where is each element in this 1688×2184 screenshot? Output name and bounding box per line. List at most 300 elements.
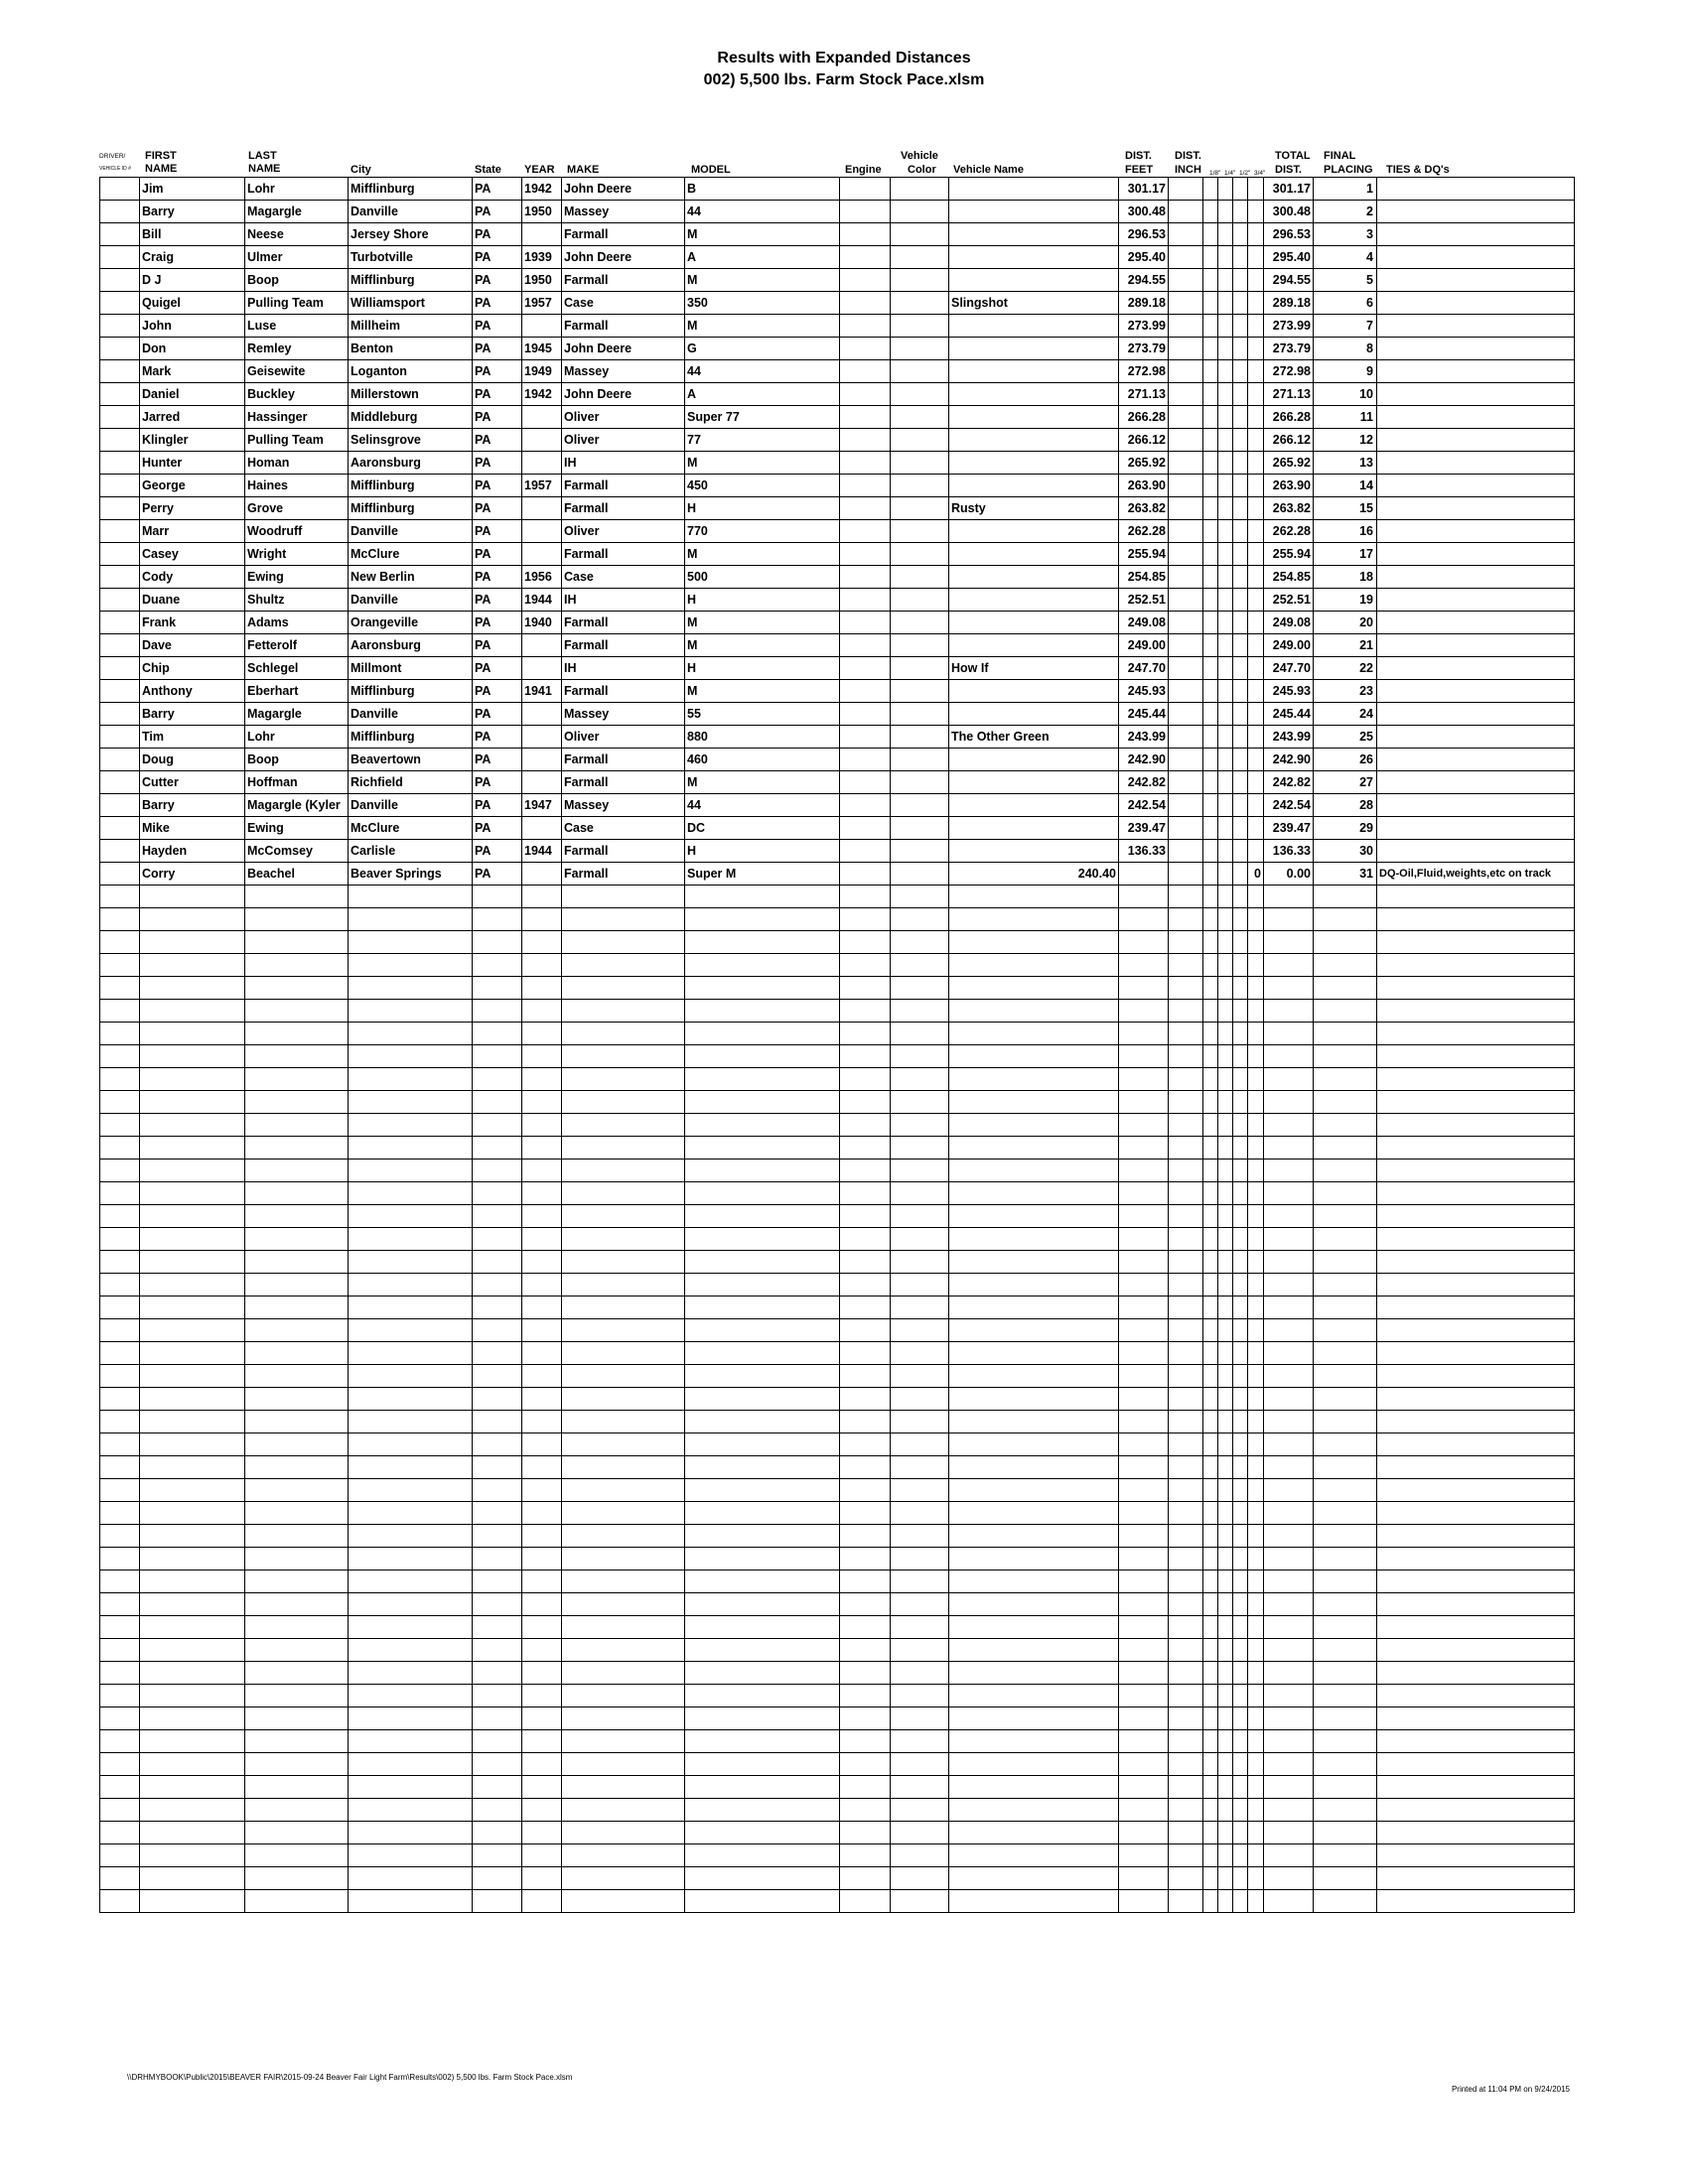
ties-dq-cell xyxy=(1377,612,1575,634)
first-name-cell: Frank xyxy=(140,612,245,634)
dist-inch-cell xyxy=(1169,1205,1203,1228)
driver-id-cell xyxy=(100,1456,140,1479)
ties-dq-cell xyxy=(1377,1114,1575,1137)
first-name-cell xyxy=(140,1639,245,1662)
state-cell xyxy=(473,1776,522,1799)
fraction-4-cell xyxy=(1248,1319,1264,1342)
table-row xyxy=(100,634,1575,657)
fraction-1-cell xyxy=(1203,1068,1218,1091)
dist-feet-cell: 271.13 xyxy=(1119,383,1169,406)
make-cell xyxy=(562,886,685,908)
final-placing-cell: 27 xyxy=(1314,771,1377,794)
vehicle-name-cell xyxy=(949,1548,1119,1570)
vehicle-name-cell xyxy=(949,452,1119,475)
ties-dq-cell xyxy=(1377,1890,1575,1913)
city-cell xyxy=(349,1502,473,1525)
ties-dq-cell xyxy=(1377,1616,1575,1639)
fraction-3-cell xyxy=(1233,1570,1248,1593)
final-placing-cell: 18 xyxy=(1314,566,1377,589)
final-placing-cell: 2 xyxy=(1314,201,1377,223)
ties-dq-cell xyxy=(1377,520,1575,543)
first-name-cell: Jarred xyxy=(140,406,245,429)
make-cell: Oliver xyxy=(562,406,685,429)
ties-dq-cell xyxy=(1377,1411,1575,1433)
ties-dq-cell xyxy=(1377,1160,1575,1182)
ties-dq-cell xyxy=(1377,497,1575,520)
fraction-1-cell xyxy=(1203,223,1218,246)
fraction-2-cell xyxy=(1218,1502,1233,1525)
fraction-4-cell xyxy=(1248,1890,1264,1913)
ties-dq-cell xyxy=(1377,223,1575,246)
report-subtitle: 002) 5,500 lbs. Farm Stock Pace.xlsm xyxy=(703,71,985,88)
dist-inch-cell xyxy=(1169,726,1203,749)
total-dist-cell xyxy=(1264,1205,1314,1228)
city-cell: Danville xyxy=(349,520,473,543)
driver-id-cell xyxy=(100,1205,140,1228)
engine-cell xyxy=(840,840,891,863)
ties-dq-cell xyxy=(1377,1045,1575,1068)
fraction-4-cell xyxy=(1248,223,1264,246)
first-name-cell xyxy=(140,954,245,977)
make-cell xyxy=(562,1570,685,1593)
fraction-4-cell xyxy=(1248,1160,1264,1182)
table-row xyxy=(100,1525,1575,1548)
engine-cell xyxy=(840,1707,891,1730)
city-cell xyxy=(349,1548,473,1570)
driver-id-cell xyxy=(100,452,140,475)
fraction-1-cell xyxy=(1203,1639,1218,1662)
fraction-2-cell xyxy=(1218,223,1233,246)
model-cell xyxy=(685,1045,840,1068)
year-cell xyxy=(522,1251,562,1274)
vehicle-color-cell xyxy=(891,246,949,269)
fraction-1-cell xyxy=(1203,201,1218,223)
final-placing-cell: 6 xyxy=(1314,292,1377,315)
ties-dq-cell xyxy=(1377,201,1575,223)
engine-cell xyxy=(840,771,891,794)
first-name-cell: Perry xyxy=(140,497,245,520)
state-cell: PA xyxy=(473,475,522,497)
city-cell xyxy=(349,1844,473,1867)
fraction-2-cell xyxy=(1218,680,1233,703)
final-placing-cell xyxy=(1314,1456,1377,1479)
state-cell xyxy=(473,1525,522,1548)
driver-id-cell xyxy=(100,1570,140,1593)
driver-id-cell xyxy=(100,1616,140,1639)
vehicle-name-cell xyxy=(949,794,1119,817)
engine-cell xyxy=(840,1045,891,1068)
vehicle-name-cell: How If xyxy=(949,657,1119,680)
state-cell: PA xyxy=(473,178,522,201)
dist-feet-cell xyxy=(1119,1799,1169,1822)
final-placing-cell: 15 xyxy=(1314,497,1377,520)
last-name-cell xyxy=(245,954,349,977)
city-cell: Orangeville xyxy=(349,612,473,634)
vehicle-name-cell xyxy=(949,908,1119,931)
model-cell: H xyxy=(685,589,840,612)
final-placing-cell xyxy=(1314,1114,1377,1137)
table-row xyxy=(100,406,1575,429)
city-cell xyxy=(349,1456,473,1479)
fraction-1-cell xyxy=(1203,566,1218,589)
state-cell xyxy=(473,1114,522,1137)
fraction-2-cell xyxy=(1218,863,1233,886)
last-name-cell xyxy=(245,1319,349,1342)
final-placing-cell: 23 xyxy=(1314,680,1377,703)
vehicle-name-cell xyxy=(949,1776,1119,1799)
dist-inch-cell xyxy=(1169,1068,1203,1091)
total-dist-cell xyxy=(1264,1114,1314,1137)
fraction-4-cell xyxy=(1248,1593,1264,1616)
model-cell xyxy=(685,1479,840,1502)
table-row xyxy=(100,1205,1575,1228)
city-cell xyxy=(349,1365,473,1388)
engine-cell xyxy=(840,908,891,931)
engine-cell xyxy=(840,1091,891,1114)
model-cell xyxy=(685,1411,840,1433)
engine-cell xyxy=(840,657,891,680)
report-title: Results with Expanded Distances xyxy=(717,50,971,67)
fraction-3-cell xyxy=(1233,452,1248,475)
last-name-cell: Grove xyxy=(245,497,349,520)
fraction-3-cell xyxy=(1233,497,1248,520)
city-cell xyxy=(349,954,473,977)
city-cell: Mifflinburg xyxy=(349,497,473,520)
last-name-cell xyxy=(245,1023,349,1045)
fraction-3-cell xyxy=(1233,1662,1248,1685)
final-placing-cell xyxy=(1314,1068,1377,1091)
fraction-1-cell xyxy=(1203,1251,1218,1274)
table-row xyxy=(100,1000,1575,1023)
ties-dq-cell xyxy=(1377,1570,1575,1593)
fraction-2-cell xyxy=(1218,794,1233,817)
driver-id-cell xyxy=(100,292,140,315)
driver-id-cell xyxy=(100,383,140,406)
engine-cell xyxy=(840,1068,891,1091)
state-cell xyxy=(473,1570,522,1593)
fraction-4-cell xyxy=(1248,1274,1264,1297)
dist-feet-cell xyxy=(1119,1456,1169,1479)
table-row xyxy=(100,1662,1575,1685)
vehicle-color-cell xyxy=(891,406,949,429)
first-name-cell xyxy=(140,1091,245,1114)
dist-inch-cell xyxy=(1169,269,1203,292)
year-cell xyxy=(522,1205,562,1228)
vehicle-name-cell xyxy=(949,1685,1119,1707)
table-row xyxy=(100,223,1575,246)
model-cell: 55 xyxy=(685,703,840,726)
fraction-3-cell xyxy=(1233,1068,1248,1091)
fraction-2-cell xyxy=(1218,886,1233,908)
final-placing-cell: 30 xyxy=(1314,840,1377,863)
state-cell xyxy=(473,1205,522,1228)
fraction-1-cell xyxy=(1203,749,1218,771)
make-cell xyxy=(562,1091,685,1114)
dist-inch-cell xyxy=(1169,1593,1203,1616)
fraction-4-cell xyxy=(1248,1685,1264,1707)
table-row xyxy=(100,1593,1575,1616)
vehicle-name-cell xyxy=(949,612,1119,634)
state-cell xyxy=(473,1045,522,1068)
vehicle-name-cell: 240.40 xyxy=(949,863,1119,886)
vehicle-color-cell xyxy=(891,475,949,497)
model-cell xyxy=(685,1433,840,1456)
fraction-1-cell xyxy=(1203,589,1218,612)
state-cell xyxy=(473,886,522,908)
model-cell xyxy=(685,977,840,1000)
final-placing-cell: 12 xyxy=(1314,429,1377,452)
last-name-cell: Lohr xyxy=(245,726,349,749)
fraction-2-cell xyxy=(1218,1593,1233,1616)
table-row xyxy=(100,1365,1575,1388)
dist-feet-cell: 242.90 xyxy=(1119,749,1169,771)
fraction-2-cell xyxy=(1218,201,1233,223)
first-name-cell xyxy=(140,1182,245,1205)
driver-id-cell xyxy=(100,1000,140,1023)
total-dist-cell xyxy=(1264,1639,1314,1662)
first-name-cell xyxy=(140,1205,245,1228)
vehicle-color-cell xyxy=(891,543,949,566)
state-cell: PA xyxy=(473,543,522,566)
fraction-2-cell xyxy=(1218,475,1233,497)
table-row xyxy=(100,543,1575,566)
fraction-1-cell xyxy=(1203,703,1218,726)
fraction-4-cell xyxy=(1248,520,1264,543)
dist-inch-cell xyxy=(1169,178,1203,201)
fraction-2-cell xyxy=(1218,1616,1233,1639)
ties-dq-cell xyxy=(1377,1525,1575,1548)
fraction-3-cell xyxy=(1233,1137,1248,1160)
state-cell: PA xyxy=(473,703,522,726)
fraction-3-cell xyxy=(1233,589,1248,612)
final-placing-cell: 29 xyxy=(1314,817,1377,840)
fraction-2-cell xyxy=(1218,1707,1233,1730)
final-placing-cell xyxy=(1314,1616,1377,1639)
make-cell xyxy=(562,1068,685,1091)
header-total-line2: DIST. xyxy=(1275,164,1302,176)
fraction-2-cell xyxy=(1218,1365,1233,1388)
year-cell xyxy=(522,1160,562,1182)
table-row xyxy=(100,1890,1575,1913)
model-cell xyxy=(685,1502,840,1525)
city-cell: Danville xyxy=(349,703,473,726)
fraction-1-cell xyxy=(1203,338,1218,360)
vehicle-color-cell xyxy=(891,1844,949,1867)
state-cell: PA xyxy=(473,360,522,383)
vehicle-color-cell xyxy=(891,612,949,634)
state-cell: PA xyxy=(473,840,522,863)
city-cell xyxy=(349,1114,473,1137)
fraction-1-cell xyxy=(1203,452,1218,475)
dist-inch-cell xyxy=(1169,657,1203,680)
total-dist-cell xyxy=(1264,977,1314,1000)
last-name-cell xyxy=(245,1160,349,1182)
state-cell xyxy=(473,1616,522,1639)
year-cell xyxy=(522,931,562,954)
state-cell xyxy=(473,1707,522,1730)
last-name-cell: Beachel xyxy=(245,863,349,886)
model-cell xyxy=(685,1822,840,1844)
table-row xyxy=(100,771,1575,794)
state-cell xyxy=(473,1388,522,1411)
fraction-2-cell xyxy=(1218,977,1233,1000)
fraction-1-cell xyxy=(1203,817,1218,840)
city-cell xyxy=(349,1822,473,1844)
total-dist-cell: 239.47 xyxy=(1264,817,1314,840)
final-placing-cell xyxy=(1314,1639,1377,1662)
last-name-cell xyxy=(245,1525,349,1548)
fraction-4-cell xyxy=(1248,886,1264,908)
year-cell xyxy=(522,863,562,886)
city-cell xyxy=(349,1890,473,1913)
fraction-2-cell xyxy=(1218,1730,1233,1753)
driver-id-cell xyxy=(100,1388,140,1411)
first-name-cell xyxy=(140,1000,245,1023)
first-name-cell: Hayden xyxy=(140,840,245,863)
final-placing-cell xyxy=(1314,1137,1377,1160)
city-cell: McClure xyxy=(349,817,473,840)
state-cell xyxy=(473,1274,522,1297)
fraction-4-cell xyxy=(1248,1182,1264,1205)
city-cell xyxy=(349,1707,473,1730)
year-cell: 1941 xyxy=(522,680,562,703)
make-cell xyxy=(562,908,685,931)
table-row xyxy=(100,1045,1575,1068)
state-cell xyxy=(473,1753,522,1776)
final-placing-cell xyxy=(1314,1867,1377,1890)
last-name-cell xyxy=(245,1297,349,1319)
fraction-4-cell xyxy=(1248,1616,1264,1639)
final-placing-cell xyxy=(1314,908,1377,931)
make-cell: Farmall xyxy=(562,863,685,886)
table-row xyxy=(100,1137,1575,1160)
dist-feet-cell xyxy=(1119,1365,1169,1388)
dist-inch-cell xyxy=(1169,771,1203,794)
dist-inch-cell xyxy=(1169,1365,1203,1388)
dist-feet-cell xyxy=(1119,1685,1169,1707)
vehicle-color-cell xyxy=(891,383,949,406)
engine-cell xyxy=(840,1182,891,1205)
vehicle-color-cell xyxy=(891,1799,949,1822)
city-cell xyxy=(349,1251,473,1274)
state-cell xyxy=(473,1822,522,1844)
fraction-1-cell xyxy=(1203,1799,1218,1822)
table-row xyxy=(100,1616,1575,1639)
last-name-cell xyxy=(245,1411,349,1433)
driver-id-cell xyxy=(100,406,140,429)
fraction-2-cell xyxy=(1218,589,1233,612)
fraction-2-cell xyxy=(1218,1548,1233,1570)
fraction-4-cell xyxy=(1248,1639,1264,1662)
model-cell: H xyxy=(685,497,840,520)
fraction-1-cell xyxy=(1203,1753,1218,1776)
fraction-3-cell xyxy=(1233,1548,1248,1570)
vehicle-name-cell xyxy=(949,1023,1119,1045)
state-cell xyxy=(473,1844,522,1867)
make-cell xyxy=(562,1593,685,1616)
table-row xyxy=(100,1319,1575,1342)
fraction-4-cell xyxy=(1248,497,1264,520)
ties-dq-cell xyxy=(1377,1867,1575,1890)
model-cell xyxy=(685,1342,840,1365)
make-cell: Farmall xyxy=(562,680,685,703)
fraction-3-cell xyxy=(1233,1502,1248,1525)
total-dist-cell: 273.79 xyxy=(1264,338,1314,360)
first-name-cell: Hunter xyxy=(140,452,245,475)
final-placing-cell xyxy=(1314,977,1377,1000)
model-cell xyxy=(685,1160,840,1182)
vehicle-name-cell xyxy=(949,977,1119,1000)
vehicle-color-cell xyxy=(891,566,949,589)
fraction-2-cell xyxy=(1218,360,1233,383)
city-cell xyxy=(349,1045,473,1068)
ties-dq-cell xyxy=(1377,657,1575,680)
last-name-cell: Haines xyxy=(245,475,349,497)
year-cell xyxy=(522,1045,562,1068)
vehicle-color-cell xyxy=(891,178,949,201)
last-name-cell: Ewing xyxy=(245,566,349,589)
final-placing-cell xyxy=(1314,1411,1377,1433)
model-cell: M xyxy=(685,315,840,338)
table-row xyxy=(100,1297,1575,1319)
dist-inch-cell xyxy=(1169,383,1203,406)
driver-id-cell xyxy=(100,1593,140,1616)
first-name-cell xyxy=(140,1479,245,1502)
fraction-4-cell xyxy=(1248,315,1264,338)
engine-cell xyxy=(840,1799,891,1822)
total-dist-cell xyxy=(1264,1182,1314,1205)
last-name-cell: Luse xyxy=(245,315,349,338)
last-name-cell xyxy=(245,1867,349,1890)
vehicle-color-cell xyxy=(891,771,949,794)
fraction-2-cell xyxy=(1218,1137,1233,1160)
fraction-2-cell xyxy=(1218,1114,1233,1137)
fraction-1-cell xyxy=(1203,1228,1218,1251)
dist-inch-cell xyxy=(1169,634,1203,657)
state-cell xyxy=(473,1548,522,1570)
first-name-cell xyxy=(140,1616,245,1639)
dist-inch-cell xyxy=(1169,315,1203,338)
engine-cell xyxy=(840,315,891,338)
total-dist-cell: 0.00 xyxy=(1264,863,1314,886)
year-cell xyxy=(522,497,562,520)
last-name-cell xyxy=(245,931,349,954)
fraction-3-cell xyxy=(1233,634,1248,657)
vehicle-name-cell xyxy=(949,1707,1119,1730)
year-cell xyxy=(522,771,562,794)
header-final-line1: FINAL xyxy=(1324,150,1356,162)
first-name-cell: Casey xyxy=(140,543,245,566)
fraction-3-cell xyxy=(1233,817,1248,840)
year-cell xyxy=(522,1274,562,1297)
final-placing-cell: 14 xyxy=(1314,475,1377,497)
fraction-3-cell xyxy=(1233,292,1248,315)
ties-dq-cell xyxy=(1377,1274,1575,1297)
driver-id-cell xyxy=(100,1023,140,1045)
dist-inch-cell xyxy=(1169,292,1203,315)
first-name-cell xyxy=(140,1548,245,1570)
vehicle-name-cell xyxy=(949,954,1119,977)
state-cell xyxy=(473,977,522,1000)
fraction-1-cell xyxy=(1203,1182,1218,1205)
final-placing-cell xyxy=(1314,1525,1377,1548)
make-cell xyxy=(562,1114,685,1137)
make-cell xyxy=(562,1662,685,1685)
last-name-cell xyxy=(245,1182,349,1205)
make-cell xyxy=(562,1251,685,1274)
state-cell: PA xyxy=(473,771,522,794)
vehicle-name-cell xyxy=(949,1867,1119,1890)
